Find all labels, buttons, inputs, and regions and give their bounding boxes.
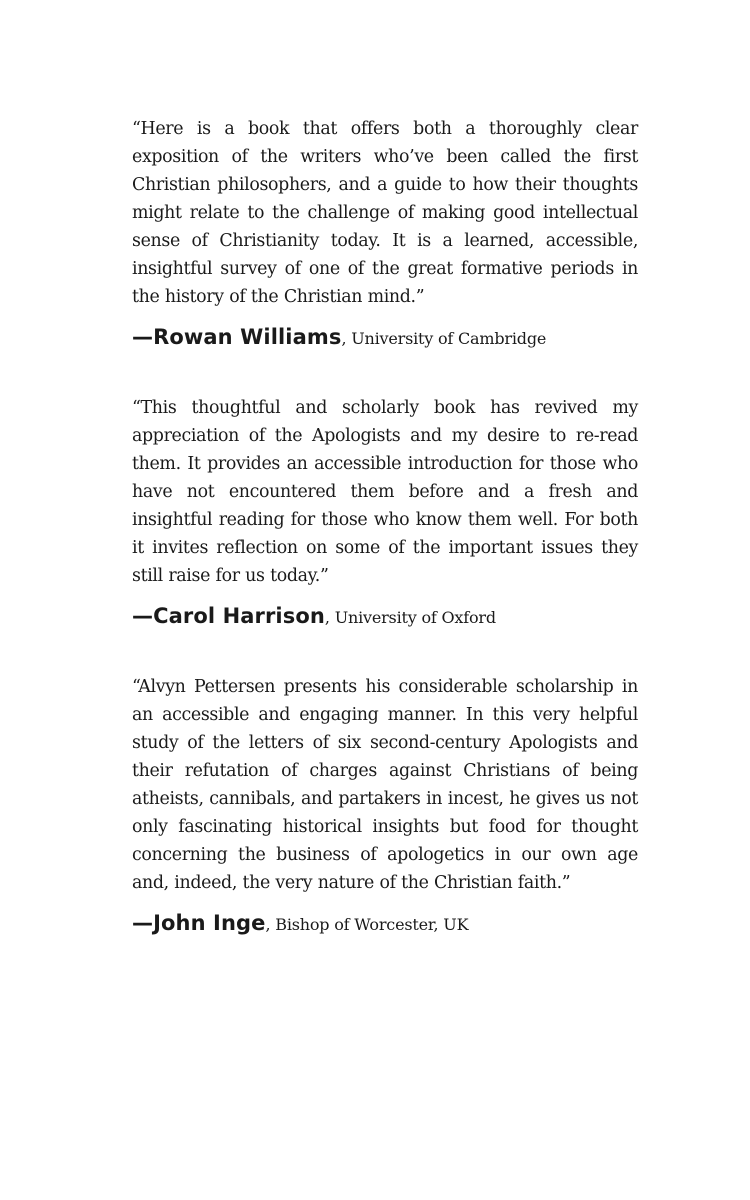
endorsement-john-inge [132,673,638,935]
endorser-name: —John Inge [132,911,266,935]
endorsements-page [132,115,638,980]
endorsement-carol-harrison [132,394,638,628]
endorser-affiliation: , University of Cambridge [341,329,547,348]
endorser-name: —Carol Harrison [132,604,325,628]
endorsement-attribution [132,325,638,349]
endorser-affiliation: , University of Oxford [324,608,496,627]
endorsement-attribution [132,604,638,628]
endorsement-quote: “This thoughtful and scholarly book has revived my appreciation of the Apologists and my desire to re-read them. It provides an accessible introduction for those who have not encountered them before and a fresh and insightful reading for those who know them well. For both it invites reflection on some of the important issues they still raise for us today.” [132,398,638,586]
endorsement-quote: “Alvyn Pettersen presents his considerable scholarship in an accessible and engaging manner. In this very helpful study of the letters of six second-century Apologists and their refutation of charges against Christians of being atheists, cannibals, and partakers in incest, he gives us not only fascinating historical insights but food for thought concerning the business of apologetics in our own age and, indeed, the very nature of the Christian faith.” [132,677,638,893]
endorsement-rowan-williams [132,115,638,349]
endorsement-attribution [132,911,638,935]
endorser-name: —Rowan Williams [132,325,342,349]
endorsement-quote: “Here is a book that offers both a thoroughly clear exposition of the writers who’ve been called the first Christian philosophers, and a guide to how their thoughts might relate to the challenge of making good intellectual sense of Christianity today. It is a learned, accessible, insightful survey of one of the great formative periods in the history of the Christian mind.” [132,119,638,307]
endorser-affiliation: , Bishop of Worcester, UK [265,915,469,934]
